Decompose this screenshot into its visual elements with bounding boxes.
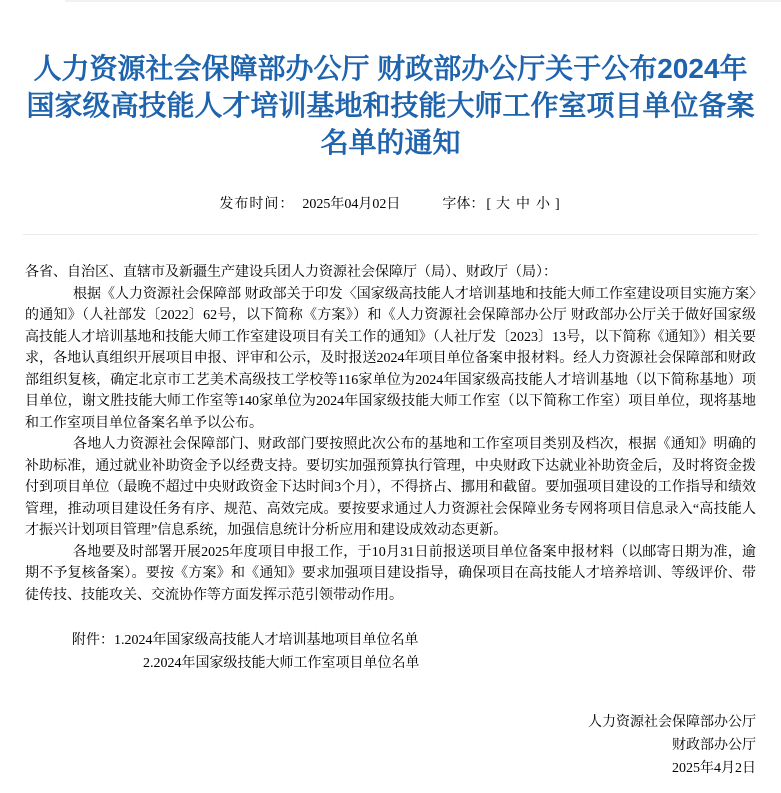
font-size-label: 字体：	[442, 197, 485, 212]
publish-time-label: 发布时间：	[219, 197, 295, 212]
publish-time-value: 2025年04月02日	[302, 197, 401, 212]
signature-org-2: 财政部办公厅	[672, 738, 756, 753]
attachment-list	[25, 629, 756, 675]
font-size-bracket-open: [	[486, 197, 491, 212]
top-border-strip	[65, 0, 781, 2]
header-divider	[23, 234, 758, 235]
notice-title-line-1: 人力资源社会保障部办公厅 财政部办公厅关于公布2024年	[33, 53, 748, 84]
attachment-line-2: 2.2024年国家级技能大师工作室项目单位名单	[143, 656, 420, 671]
font-size-medium[interactable]: 中	[516, 197, 530, 212]
salutation: 各省、自治区、直辖市及新疆生产建设兵团人力资源社会保障厅（局）、财政厅（局）：	[25, 265, 557, 280]
font-size-large[interactable]: 大	[496, 197, 510, 212]
paragraph-next-year: 各地要及时部署开展2025年度项目申报工作，于10月31日前报送项目单位备案申报材料（以邮寄日期为准，逾期不予复核备案）。要按《方案》和《通知》要求加强项目建设指导，确保项目在高技能人才培养培训、等级评价、带徒传技、技能攻关、交流协作等方面发挥示范引领带动作用。	[25, 544, 756, 603]
notice-title-line-2: 国家级高技能人才培训基地和技能大师工作室项目单位备案	[26, 90, 755, 121]
font-size-small[interactable]: 小	[536, 197, 550, 212]
notice-title-line-3: 名单的通知	[320, 127, 461, 158]
signature-block	[25, 711, 756, 780]
paragraph-funding: 各地人力资源社会保障部门、财政部门要按照此次公布的基地和工作室项目类别及档次，根据《通知》明确的补助标准，通过就业补助资金予以经费支持。要切实加强预算执行管理，中央财政下达就业补助资金后，及时将资金拨付到项目单位（最晚不超过中央财政资金下达时间3个月），不得挤占、挪用和截留。要加强项目建设的工作指导和绩效管理，推动项目建设任务有序、规范、高效完成。要按要求通过人力资源社会保障业务专网将项目信息录入“高技能人才振兴计划项目管理”信息系统，加强信息统计分析应用和建设成效动态更新。	[25, 437, 756, 538]
meta-bar	[0, 193, 781, 213]
signature-date: 2025年4月2日	[672, 761, 756, 776]
notice-body	[25, 262, 756, 780]
font-size-bracket-close: ]	[555, 197, 560, 212]
attachment-line-1: 附件：1.2024年国家级高技能人才培训基地项目单位名单	[72, 633, 419, 648]
notice-title	[20, 50, 761, 161]
signature-org-1: 人力资源社会保障部办公厅	[588, 715, 756, 730]
paragraph-basis: 根据《人力资源社会保障部 财政部关于印发〈国家级高技能人才培训基地和技能大师工作室建设项目实施方案〉的通知》（人社部发〔2022〕62号，以下简称《方案》）和《人力资源社会保障部办公厅 财政部办公厅关于做好国家级高技能人才培训基地和技能大师工作室建设项目有关工作的通知》（人社厅发〔2023〕13号，以下简称《通知》）相关要求，各地认真组织开展项目申报、评审和公示，及时报送2024年项目单位备案申报材料。经人力资源社会保障部和财政部组织复核，确定北京市工艺美术高级技工学校等116家单位为2024年国家级高技能人才培训基地（以下简称基地）项目单位，谢文胜技能大师工作室等140家单位为2024年国家级技能大师工作室（以下简称工作室）项目单位，现将基地和工作室项目单位备案名单予以公布。	[25, 286, 756, 431]
